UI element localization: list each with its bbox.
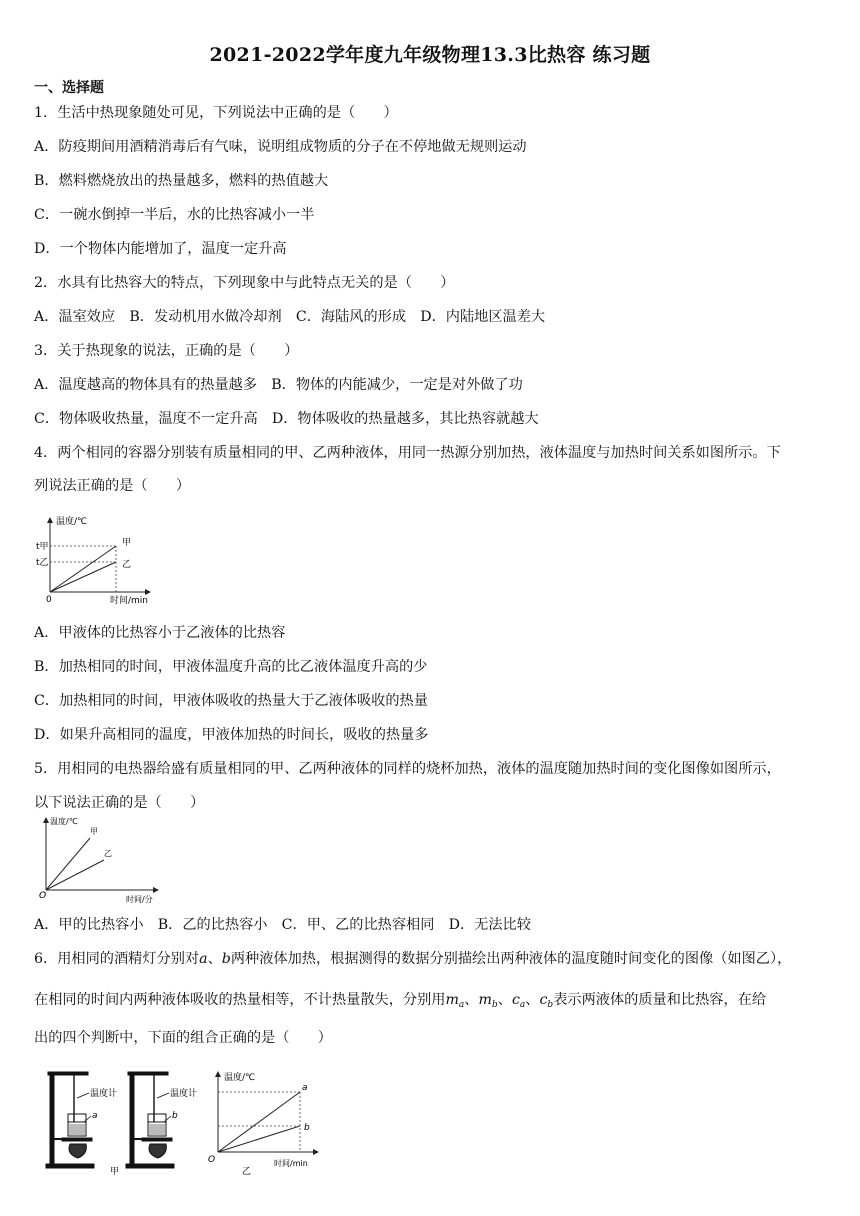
q5-line-yi — [46, 860, 104, 890]
q4-line-yi-label: 乙 — [122, 560, 132, 570]
q6-liquid-a-label: a — [92, 1111, 98, 1121]
q3-options-ab: A．温度越高的物体具有的热量越多 B．物体的内能减少，一定是对外做了功 — [34, 377, 523, 393]
q5-line-jia-label: 甲 — [90, 827, 98, 836]
q4-line-jia-label: 甲 — [122, 538, 132, 548]
q5-ylabel: 温度/℃ — [50, 817, 78, 826]
q4-stem-line2: 列说法正确的是（ ） — [34, 478, 191, 494]
q6-stem-line2: 在相同的时间内两种液体吸收的热量相等，不计热量散失，分别用$m_a$、$m_b$、$c_a$、$c_b$表示两液体的质量和比热容，在给 — [34, 992, 767, 1010]
q5-xlabel: 时间/分 — [126, 895, 153, 904]
q6-thermometer-label-2: 温度计 — [170, 1089, 198, 1099]
q4-line-jia — [50, 546, 116, 592]
q6-stem-line3: 出的四个判断中，下面的组合正确的是（ ） — [34, 1030, 332, 1046]
q1-option-a: A．防疫期间用酒精消毒后有气味，说明组成物质的分子在不停地做无规则运动 — [34, 139, 527, 155]
q6-graph — [204, 1068, 328, 1178]
q6-graph-xlabel: 时间/min — [274, 1159, 308, 1168]
q3-stem: 3．关于热现象的说法，正确的是（ ） — [34, 343, 299, 359]
q5-origin: O — [39, 891, 47, 901]
q4-option-b: B．加热相同的时间，甲液体温度升高的比乙液体温度升高的少 — [34, 659, 428, 675]
q4-origin: 0 — [46, 595, 52, 605]
q6-line-b — [218, 1126, 300, 1152]
q6-line-a-label: a — [302, 1083, 308, 1093]
q4-xlabel: 时间/min — [110, 596, 149, 606]
q1-option-d: D．一个物体内能增加了，温度一定升高 — [34, 241, 287, 257]
q1-option-b: B．燃料燃烧放出的热量越多，燃料的热值越大 — [34, 173, 329, 189]
q6-line-a — [218, 1092, 300, 1152]
q2-stem: 2．水具有比热容大的特点，下列现象中与此特点无关的是（ ） — [34, 275, 455, 291]
q6-liquid-b-label: b — [172, 1111, 178, 1121]
q6-graph-origin: O — [208, 1155, 216, 1165]
section-heading: 一、选择题 — [34, 80, 104, 96]
q2-options: A．温室效应 B．发动机用水做冷却剂 C．海陆风的形成 D．内陆地区温差大 — [34, 309, 546, 325]
q6-line-b-label: b — [304, 1123, 310, 1133]
q4-t-yi: t乙 — [36, 558, 49, 568]
q4-line-yi — [50, 562, 116, 592]
q5-line-jia — [46, 838, 90, 890]
q4-option-c: C．加热相同的时间，甲液体吸收的热量大于乙液体吸收的热量 — [34, 693, 428, 709]
q6-label-jia: 甲 — [110, 1167, 120, 1177]
q3-options-cd: C．物体吸收热量，温度不一定升高 D．物体吸收的热量越多，其比热容就越大 — [34, 411, 539, 427]
q6-graph-ylabel: 温度/℃ — [224, 1073, 256, 1083]
q4-ylabel: 温度/℃ — [56, 517, 88, 527]
q1-option-c: C．一碗水倒掉一半后，水的比热容减小一半 — [34, 207, 315, 223]
q4-t-jia: t甲 — [36, 542, 49, 552]
q5-stem-line1: 5．用相同的电热器给盛有质量相同的甲、乙两种液体的同样的烧杯加热，液体的温度随加热时间的变化图像如图所示， — [34, 761, 781, 777]
q6-thermometer-label-1: 温度计 — [90, 1089, 118, 1099]
q4-option-a: A．甲液体的比热容小于乙液体的比热容 — [34, 625, 286, 641]
q4-stem-line1: 4．两个相同的容器分别装有质量相同的甲、乙两种液体，用同一热源分别加热，液体温度与加热时间关系如图所示。下 — [34, 445, 781, 461]
q6-stem-line1: 6．用相同的酒精灯分别对a、b两种液体加热，根据测得的数据分别描绘出两种液体的温度随时间变化的图像（如图乙）， — [34, 951, 792, 967]
q5-line-yi-label: 乙 — [104, 849, 112, 858]
q5-stem-line2: 以下说法正确的是（ ） — [34, 795, 205, 811]
q4-option-d: D．如果升高相同的温度，甲液体加热的时间长，吸收的热量多 — [34, 727, 429, 743]
q6-apparatus-figure — [40, 1066, 210, 1178]
q4-graph — [34, 512, 174, 612]
q5-options: A．甲的比热容小 B．乙的比热容小 C．甲、乙的比热容相同 D．无法比较 — [34, 917, 531, 933]
page-title: 2021-2022学年度九年级物理13.3比热容 练习题 — [209, 44, 651, 66]
q5-graph — [34, 814, 174, 906]
q6-label-yi: 乙 — [242, 1167, 252, 1177]
q1-stem: 1．生活中热现象随处可见，下列说法中正确的是（ ） — [34, 105, 398, 121]
